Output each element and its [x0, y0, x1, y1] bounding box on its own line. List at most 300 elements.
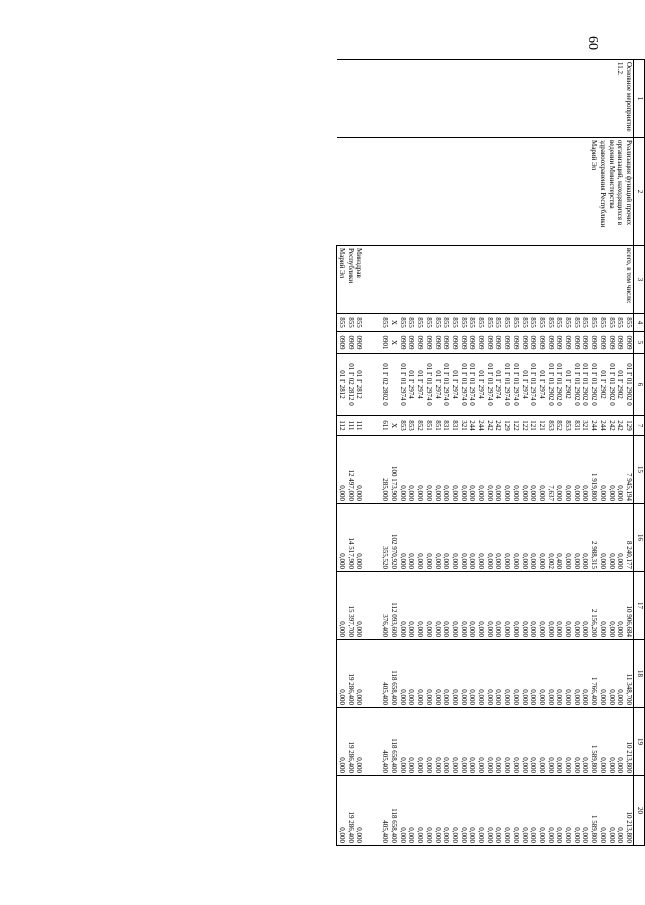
amount-cell: 0,000: [598, 776, 607, 846]
recipient-cell: [616, 246, 625, 314]
section-code-cell: 0909: [346, 332, 355, 354]
amount-cell: 1 919,800: [589, 436, 598, 504]
header-cell: 18: [634, 640, 645, 708]
grbs-cell: 855: [442, 314, 451, 332]
header-cell: 7: [634, 416, 645, 436]
grbs-cell: 855: [624, 314, 633, 332]
section-code-cell: 0909: [563, 332, 572, 354]
amount-cell: 10 213,800: [624, 776, 633, 846]
amount-cell: 0,000: [537, 572, 546, 640]
grbs-cell: 855: [346, 314, 355, 332]
amount-cell: 0,000: [511, 640, 520, 708]
amount-cell: 0,000: [598, 572, 607, 640]
recipient-cell: Марий Эл: [337, 246, 346, 314]
section-code-cell: 0909: [520, 332, 529, 354]
recipient-cell: [563, 246, 572, 314]
amount-cell: 0,000: [598, 504, 607, 572]
target-article-cell: 01 Г 01 2902 0: [572, 354, 581, 416]
section-code-cell: 0909: [624, 332, 633, 354]
recipient-cell: [389, 246, 398, 314]
amount-cell: 0,000: [485, 436, 494, 504]
section-code-cell: 0909: [415, 332, 424, 354]
amount-cell: 0,000: [511, 504, 520, 572]
recipient-cell: [450, 246, 459, 314]
amount-cell: 0,000: [537, 640, 546, 708]
grbs-cell: 855: [468, 314, 477, 332]
amount-cell: 0,000: [502, 504, 511, 572]
amount-cell: 0,000: [616, 504, 625, 572]
recipient-cell: [398, 246, 407, 314]
expense-type-cell: 244: [589, 416, 598, 436]
amount-cell: 0,000: [476, 776, 485, 846]
amount-cell: 0,000: [607, 776, 616, 846]
expense-type-cell: 611: [363, 416, 389, 436]
target-article-cell: 01 Г 02 2812 0: [346, 354, 355, 416]
amount-cell: 0,000: [398, 708, 407, 776]
amount-cell: 0,000: [607, 572, 616, 640]
recipient-cell: [415, 246, 424, 314]
amount-cell: 0,000: [398, 776, 407, 846]
amount-cell: 0,000: [442, 640, 451, 708]
expense-type-cell: 831: [450, 416, 459, 436]
amount-cell: 0,000: [433, 640, 442, 708]
amount-cell: 0,000: [572, 708, 581, 776]
section-code-cell: 0909: [494, 332, 503, 354]
amount-cell: 0,000: [355, 640, 364, 708]
grbs-cell: 855: [450, 314, 459, 332]
section-code-cell: 0909: [589, 332, 598, 354]
amount-cell: 7 945,194: [624, 436, 633, 504]
section-code-cell: 0909: [398, 332, 407, 354]
target-article-cell: 01 Г 01 2974 0: [442, 354, 451, 416]
amount-cell: 0,000: [442, 708, 451, 776]
recipient-cell: [581, 246, 590, 314]
target-article-cell: 01 Г 01 2902 0: [555, 354, 564, 416]
amount-cell: 0,000: [459, 776, 468, 846]
section-code-cell: 0909: [476, 332, 485, 354]
amount-cell: 0,000: [476, 572, 485, 640]
amount-cell: 0,000: [598, 436, 607, 504]
recipient-cell: [529, 246, 538, 314]
target-article-cell: 01 Г 01 2902 0: [624, 354, 633, 416]
amount-cell: 0,000: [459, 572, 468, 640]
expense-type-cell: 321: [459, 416, 468, 436]
amount-cell: 0,000: [520, 708, 529, 776]
amount-cell: 0,000: [424, 776, 433, 846]
expense-type-cell: 244: [598, 416, 607, 436]
grbs-cell: 855: [589, 314, 598, 332]
amount-cell: 0,000: [563, 708, 572, 776]
expense-type-cell: 244: [476, 416, 485, 436]
target-article-cell: 01 Г 01 2974 0: [485, 354, 494, 416]
amount-cell: 0,000: [433, 572, 442, 640]
amount-cell: 0,000: [468, 640, 477, 708]
budget-table-page: [123, 59, 645, 845]
amount-cell: 0,000: [355, 436, 364, 504]
expense-type-cell: 852: [555, 416, 564, 436]
target-article-cell: 01 Г 01 2974 0: [529, 354, 538, 416]
target-article-cell: 01 Г 2902: [598, 354, 607, 416]
amount-cell: 405,400: [363, 776, 389, 846]
amount-cell: 0,000: [607, 708, 616, 776]
amount-cell: 0,000: [598, 708, 607, 776]
header-cell: 3: [634, 246, 645, 314]
amount-cell: 0,000: [433, 504, 442, 572]
grbs-cell: 855: [502, 314, 511, 332]
amount-cell: 0,000: [616, 708, 625, 776]
amount-cell: 0,000: [450, 504, 459, 572]
amount-cell: 0,000: [415, 436, 424, 504]
amount-cell: 100 173,900: [389, 436, 398, 504]
amount-cell: 0,000: [415, 504, 424, 572]
amount-cell: 0,000: [616, 436, 625, 504]
amount-cell: 0,000: [502, 572, 511, 640]
recipient-cell: [424, 246, 433, 314]
amount-cell: 0,000: [468, 504, 477, 572]
expense-type-cell: 853: [563, 416, 572, 436]
recipient-cell: Минздрав: [355, 246, 364, 314]
target-article-cell: [389, 354, 398, 416]
target-article-cell: 01 Г 2974: [494, 354, 503, 416]
expense-type-cell: 129: [624, 416, 633, 436]
amount-cell: 0,000: [476, 436, 485, 504]
amount-cell: 0,000: [459, 708, 468, 776]
amount-cell: 0,000: [607, 436, 616, 504]
header-cell: 5: [634, 332, 645, 354]
amount-cell: 376,400: [363, 572, 389, 640]
amount-cell: 0,000: [572, 504, 581, 572]
section-code-cell: 0909: [572, 332, 581, 354]
amount-cell: 0,000: [572, 572, 581, 640]
recipient-cell: [598, 246, 607, 314]
header-cell: 2: [634, 138, 645, 246]
section-code-cell: 0909: [407, 332, 416, 354]
amount-cell: 0,000: [398, 504, 407, 572]
amount-cell: 0,000: [459, 436, 468, 504]
recipient-cell: [555, 246, 564, 314]
page-number: 60: [585, 36, 600, 50]
amount-cell: 0,000: [537, 436, 546, 504]
amount-cell: 0,000: [476, 640, 485, 708]
expense-type-cell: 122: [511, 416, 520, 436]
amount-cell: 19 286,400: [346, 708, 355, 776]
header-cell: 1: [634, 60, 645, 138]
amount-cell: 0,000: [563, 572, 572, 640]
amount-cell: 0,000: [502, 776, 511, 846]
amount-cell: 0,000: [337, 708, 346, 776]
amount-cell: 0,000: [529, 708, 538, 776]
expense-type-cell: 851: [433, 416, 442, 436]
grbs-cell: 855: [398, 314, 407, 332]
amount-cell: 0,000: [537, 708, 546, 776]
expense-type-cell: 129: [502, 416, 511, 436]
amount-cell: 0,000: [424, 640, 433, 708]
target-article-cell: 01 Г 2812: [355, 354, 364, 416]
amount-cell: 0,000: [502, 708, 511, 776]
grbs-cell: 855: [555, 314, 564, 332]
amount-cell: 0,000: [511, 572, 520, 640]
grbs-cell: 855: [407, 314, 416, 332]
amount-cell: 0,000: [468, 572, 477, 640]
grbs-cell: 855: [363, 314, 389, 332]
expense-type-cell: 242: [494, 416, 503, 436]
amount-cell: 0,000: [450, 436, 459, 504]
amount-cell: 355,520: [363, 504, 389, 572]
amount-cell: 0,000: [468, 776, 477, 846]
amount-cell: 0,000: [581, 572, 590, 640]
expense-type-cell: 242: [607, 416, 616, 436]
target-article-cell: 01 Г 2902: [616, 354, 625, 416]
target-article-cell: 01 Г 02 2802 0: [363, 354, 389, 416]
amount-cell: 0,000: [424, 436, 433, 504]
recipient-cell: [494, 246, 503, 314]
amount-cell: 0,000: [407, 640, 416, 708]
amount-cell: 0,000: [494, 776, 503, 846]
amount-cell: 0,000: [607, 640, 616, 708]
target-article-cell: 01 Г 01 2902 0: [581, 354, 590, 416]
amount-cell: 0,000: [337, 436, 346, 504]
amount-cell: 1 766,400: [589, 640, 598, 708]
amount-cell: 0,000: [485, 504, 494, 572]
grbs-cell: 855: [529, 314, 538, 332]
amount-cell: 0,000: [563, 640, 572, 708]
amount-cell: 0,000: [494, 504, 503, 572]
header-row: [634, 60, 645, 846]
section-code-cell: 0909: [424, 332, 433, 354]
recipient-cell: [433, 246, 442, 314]
section-code-cell: 0909: [485, 332, 494, 354]
section-code-cell: 0909: [537, 332, 546, 354]
section-code-cell: 0909: [450, 332, 459, 354]
grbs-cell: 855: [546, 314, 555, 332]
section-code-cell: 0909: [442, 332, 451, 354]
amount-cell: 0,000: [494, 708, 503, 776]
amount-cell: 0,000: [415, 640, 424, 708]
amount-cell: 0,000: [424, 504, 433, 572]
expense-type-cell: 853: [407, 416, 416, 436]
expense-type-cell: 121: [529, 416, 538, 436]
amount-cell: 0,000: [581, 436, 590, 504]
amount-cell: 10 906,684: [624, 572, 633, 640]
amount-cell: 0,000: [485, 708, 494, 776]
amount-cell: 0,000: [511, 776, 520, 846]
section-code-cell: 0909: [546, 332, 555, 354]
amount-cell: 0,000: [450, 640, 459, 708]
section-code-cell: 0909: [607, 332, 616, 354]
amount-cell: 0,000: [337, 572, 346, 640]
grbs-cell: 855: [607, 314, 616, 332]
target-article-cell: 01 Г 2974: [537, 354, 546, 416]
target-article-cell: 01 Г 2974: [407, 354, 416, 416]
expense-type-cell: 111: [355, 416, 364, 436]
recipient-cell: [459, 246, 468, 314]
amount-cell: 0,000: [468, 436, 477, 504]
amount-cell: 0,000: [581, 708, 590, 776]
amount-cell: 0,000: [355, 572, 364, 640]
amount-cell: 15 397,700: [346, 572, 355, 640]
amount-cell: 0,000: [581, 640, 590, 708]
amount-cell: 112 093,600: [389, 572, 398, 640]
amount-cell: 0,000: [442, 776, 451, 846]
amount-cell: 0,000: [529, 504, 538, 572]
amount-cell: 0,000: [616, 572, 625, 640]
amount-cell: 0,000: [572, 436, 581, 504]
recipient-cell: [485, 246, 494, 314]
amount-cell: 14 517,900: [346, 504, 355, 572]
grbs-cell: 855: [572, 314, 581, 332]
recipient-cell: [502, 246, 511, 314]
grbs-cell: 855: [563, 314, 572, 332]
amount-cell: 0,000: [485, 776, 494, 846]
amount-cell: 0,000: [520, 504, 529, 572]
grbs-cell: 855: [355, 314, 364, 332]
recipient-cell: [476, 246, 485, 314]
recipient-cell: [589, 246, 598, 314]
amount-cell: 0,000: [494, 436, 503, 504]
amount-cell: 0,000: [572, 640, 581, 708]
grbs-cell: 855: [476, 314, 485, 332]
target-article-cell: 01 Г 01 2974 0: [511, 354, 520, 416]
amount-cell: 0,000: [398, 572, 407, 640]
amount-cell: 405,400: [363, 708, 389, 776]
expense-type-cell: 321: [581, 416, 590, 436]
grbs-cell: 855: [520, 314, 529, 332]
amount-cell: 0,000: [442, 572, 451, 640]
section-code-cell: 0909: [598, 332, 607, 354]
amount-cell: 0,000: [529, 640, 538, 708]
recipient-cell: [607, 246, 616, 314]
amount-cell: 0,000: [546, 708, 555, 776]
header-cell: 20: [634, 776, 645, 846]
amount-cell: 0,000: [555, 776, 564, 846]
amount-cell: 0,000: [511, 436, 520, 504]
expense-type-cell: 852: [415, 416, 424, 436]
expense-type-cell: 831: [442, 416, 451, 436]
amount-cell: 0,000: [520, 572, 529, 640]
header-cell: 15: [634, 436, 645, 504]
table-body: [337, 60, 634, 846]
target-article-cell: 01 Г 01 2974 0: [468, 354, 477, 416]
amount-cell: 0,000: [546, 776, 555, 846]
target-article-cell: 01 Г 2812: [337, 354, 346, 416]
recipient-cell: [468, 246, 477, 314]
amount-cell: 0,000: [537, 504, 546, 572]
amount-cell: 0,000: [476, 708, 485, 776]
section-description-cell: Реализация функций прочих организаций, находящихся в ведении Министерства здравоохранения Республики Марий Эл: [337, 138, 634, 246]
amount-cell: 0,000: [355, 708, 364, 776]
grbs-cell: X: [389, 314, 398, 332]
amount-cell: 0,000: [616, 640, 625, 708]
amount-cell: 0,000: [563, 776, 572, 846]
amount-cell: 0,000: [502, 640, 511, 708]
amount-cell: 0,000: [476, 504, 485, 572]
amount-cell: 0,000: [415, 572, 424, 640]
amount-cell: 0,000: [407, 708, 416, 776]
recipient-cell: [520, 246, 529, 314]
grbs-cell: 855: [337, 314, 346, 332]
section-code-cell: X: [389, 332, 398, 354]
grbs-cell: 855: [485, 314, 494, 332]
grbs-cell: 855: [598, 314, 607, 332]
header-cell: 19: [634, 708, 645, 776]
amount-cell: 0,000: [450, 776, 459, 846]
amount-cell: 0,002: [546, 504, 555, 572]
recipient-cell: [363, 246, 389, 314]
expense-type-cell: 111: [346, 416, 355, 436]
amount-cell: 0,000: [450, 708, 459, 776]
expense-type-cell: 851: [424, 416, 433, 436]
grbs-cell: 855: [433, 314, 442, 332]
expense-type-cell: 853: [398, 416, 407, 436]
section-code-cell: 0909: [337, 332, 346, 354]
target-article-cell: 01 Г 2974: [415, 354, 424, 416]
section-code-cell: 0909: [355, 332, 364, 354]
amount-cell: 1 589,800: [589, 708, 598, 776]
amount-cell: 118 658,400: [389, 776, 398, 846]
amount-cell: 0,000: [502, 436, 511, 504]
amount-cell: 0,000: [355, 776, 364, 846]
amount-cell: 0,000: [415, 776, 424, 846]
target-article-cell: 01 Г 2974: [520, 354, 529, 416]
amount-cell: 0,000: [616, 776, 625, 846]
amount-cell: 0,000: [398, 436, 407, 504]
target-article-cell: 01 Г 01 2974 0: [398, 354, 407, 416]
amount-cell: 0,000: [337, 776, 346, 846]
table-row: [624, 60, 633, 846]
amount-cell: 0,000: [555, 640, 564, 708]
amount-cell: 0,000: [520, 436, 529, 504]
section-code-cell: 0909: [502, 332, 511, 354]
amount-cell: 0,000: [337, 504, 346, 572]
amount-cell: 0,000: [494, 572, 503, 640]
amount-cell: 0,000: [355, 504, 364, 572]
amount-cell: 0,000: [529, 572, 538, 640]
recipient-cell: [546, 246, 555, 314]
grbs-cell: 855: [616, 314, 625, 332]
amount-cell: 0,000: [468, 708, 477, 776]
target-article-cell: 01 Г 2974: [433, 354, 442, 416]
amount-cell: 2 156,200: [589, 572, 598, 640]
amount-cell: 0,000: [407, 504, 416, 572]
amount-cell: 0,000: [555, 572, 564, 640]
amount-cell: 0,000: [607, 504, 616, 572]
section-code-cell: 0909: [459, 332, 468, 354]
header-cell: 4: [634, 314, 645, 332]
amount-cell: 8 240,177: [624, 504, 633, 572]
section-code-cell: 0909: [616, 332, 625, 354]
amount-cell: 118 658,400: [389, 708, 398, 776]
amount-cell: 0,000: [555, 436, 564, 504]
target-article-cell: 01 Г 01 2902 0: [546, 354, 555, 416]
amount-cell: 0,000: [415, 708, 424, 776]
amount-cell: 11 348,700: [624, 640, 633, 708]
amount-cell: 0,000: [555, 708, 564, 776]
amount-cell: 0,000: [485, 640, 494, 708]
expense-type-cell: X: [389, 416, 398, 436]
target-article-cell: 01 Г 01 2974 0: [502, 354, 511, 416]
amount-cell: 0,000: [337, 640, 346, 708]
section-id-cell: Основное мероприятие 11.2.: [337, 60, 634, 138]
amount-cell: 0,000: [407, 572, 416, 640]
grbs-cell: 855: [424, 314, 433, 332]
grbs-cell: 855: [537, 314, 546, 332]
amount-cell: 0,000: [529, 436, 538, 504]
amount-cell: 0,000: [424, 572, 433, 640]
amount-cell: 405,400: [363, 640, 389, 708]
amount-cell: 0,000: [494, 640, 503, 708]
section-code-cell: 0909: [581, 332, 590, 354]
header-cell: 16: [634, 504, 645, 572]
